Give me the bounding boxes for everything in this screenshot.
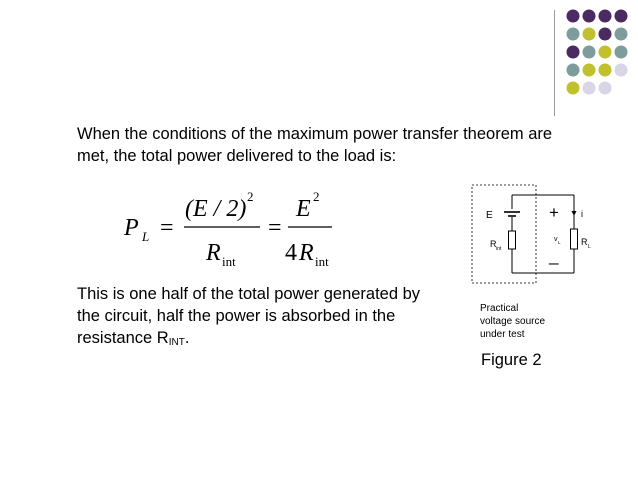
decorative-dot-grid	[566, 8, 638, 104]
eq-numerator-2: E	[296, 196, 311, 222]
current-arrow-icon	[572, 211, 577, 216]
decorative-dot	[583, 10, 596, 23]
eq-denominator-2-symbol: R	[299, 240, 314, 266]
circuit-diagram	[470, 183, 610, 288]
circuit-wires-horizontal	[512, 195, 574, 273]
eq-equals-2: =	[268, 215, 282, 241]
decorative-dot	[583, 82, 596, 95]
internal-resistor-subscript: int	[496, 246, 502, 252]
load-resistor	[571, 229, 578, 249]
decorative-divider-line	[554, 10, 555, 116]
decorative-dot	[567, 28, 580, 41]
decorative-dot	[599, 46, 612, 59]
current-label: i	[581, 209, 583, 219]
caption-line: Practical	[480, 303, 519, 314]
eq-lhs-symbol: P	[124, 215, 139, 241]
eq-denominator-2-coefficient: 4	[285, 240, 297, 266]
decorative-dot	[567, 82, 580, 95]
caption-line: under test	[480, 329, 525, 340]
decorative-dot	[615, 64, 628, 77]
conclusion-end: .	[184, 329, 190, 347]
source-label: E	[486, 210, 493, 221]
decorative-dot	[599, 64, 612, 77]
decorative-dot	[599, 82, 612, 95]
decorative-dot	[583, 28, 596, 41]
eq-denominator-1-subscript: int	[222, 254, 236, 269]
decorative-dot	[567, 64, 580, 77]
decorative-dot	[583, 46, 596, 59]
eq-denominator-2-subscript: int	[315, 254, 329, 269]
figure-caption	[480, 302, 590, 341]
power-equation	[110, 185, 350, 275]
conclusion-body: This is one half of the total power generated by the circuit, half the power is absorbed in the resistance R	[77, 285, 421, 347]
eq-equals-1: =	[160, 215, 174, 241]
source-boundary-box	[472, 185, 536, 283]
decorative-dot	[615, 46, 628, 59]
intro-text: When the conditions of the maximum power transfer theorem are met, the total power delivered to the load is:	[77, 125, 553, 165]
decorative-dot	[615, 10, 628, 23]
figure-label: Figure 2	[481, 351, 542, 369]
conclusion-text	[77, 283, 447, 354]
decorative-dot	[599, 28, 612, 41]
decorative-dot	[567, 46, 580, 59]
caption-line: voltage source	[480, 316, 546, 327]
eq-numerator-1-exponent: 2	[247, 189, 254, 204]
voltage-label: v	[554, 236, 558, 243]
decorative-dot	[583, 64, 596, 77]
decorative-dot	[567, 10, 580, 23]
eq-numerator-2-exponent: 2	[313, 189, 320, 204]
load-label: R	[581, 237, 588, 247]
conclusion-subscript: INT	[168, 337, 185, 348]
internal-resistor	[509, 231, 516, 249]
load-subscript: L	[588, 244, 591, 250]
decorative-dot	[615, 28, 628, 41]
internal-resistor-label: R	[490, 239, 497, 249]
eq-numerator-1: (E / 2)	[185, 196, 247, 222]
voltage-subscript: L	[558, 240, 561, 245]
eq-lhs-subscript: L	[142, 229, 150, 244]
minus-sign: _	[549, 246, 559, 265]
decorative-dot	[599, 10, 612, 23]
eq-denominator-1-symbol: R	[206, 240, 221, 266]
plus-sign: +	[549, 203, 559, 222]
